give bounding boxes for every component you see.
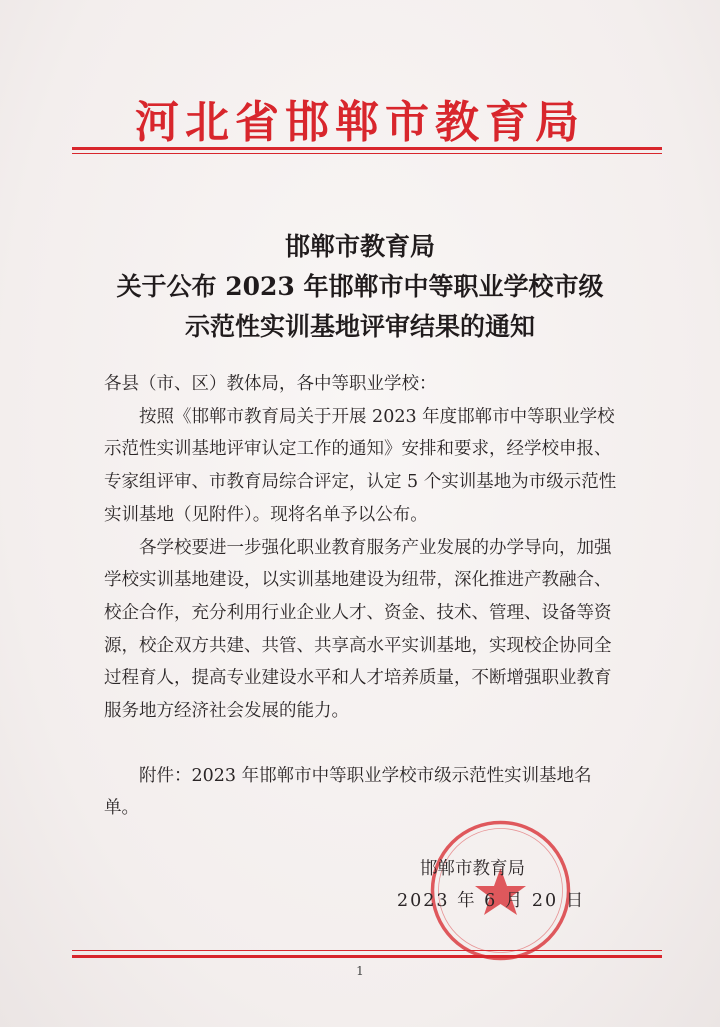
document-title-line-3: 示范性实训基地评审结果的通知 (184, 312, 535, 341)
document-body (104, 368, 622, 825)
document-title-line-2: 关于公布 2023 年邯郸市中等职业学校市级 (116, 272, 604, 301)
footer-red-rule-thin (72, 950, 662, 951)
document-page: 河北省邯郸市教育局 邯郸市教育局 关于公布 2023 年邯郸市中等职业学校市级 示范性实训基地评审结果的通知 各县（市、区）教体局，各中等职业学校： 按照《邯郸市教育局关于开展 2023 年度邯郸市中等职业学校示范性实训基地评审认定工作的通知》安排和要求，经学校申报、专家组评审、市教育局综合评定，认定 5 个实训基地为市级示范性实训基地（见附件）。现将名单予以公布。 各学校要进一步强化职业教育服务产业发展的办学导向，加强学校实训基地建设，以实训基地建设为纽带，深化推进产教融合、校企合作，充分利用行业企业人才、资金、技术、管理、设备等资源，校企双方共建、共管、共享高水平实训基地，实现校企协同全过程育人，提高专业建设水平和人才培养质量，不断增强职业教育服务地方经济社会发展的能力。 附件：2023 年邯郸市中等职业学校市级示范性实训基地名单。 邯郸市教育局 2023 年 6 月 20 日 1 (0, 0, 720, 1027)
letterhead-red-rule (72, 147, 662, 150)
body-paragraph-1: 按照《邯郸市教育局关于开展 2023 年度邯郸市中等职业学校示范性实训基地评审认定工作的通知》安排和要求，经学校申报、专家组评审、市教育局综合评定，认定 5 个实训基地为市级示范性实训基地（见附件）。现将名单予以公布。 (104, 406, 617, 525)
page-number: 1 (356, 964, 364, 978)
document-title (0, 227, 720, 347)
letterhead-title: 河北省邯郸市教育局 (135, 97, 585, 148)
body-paragraph-2: 各学校要进一步强化职业教育服务产业发展的办学导向，加强学校实训基地建设，以实训基地建设为纽带，深化推进产教融合、校企合作，充分利用行业企业人才、资金、技术、管理、设备等资源，校企双方共建、共管、共享高水平实训基地，实现校企协同全过程育人，提高专业建设水平和人才培养质量，不断增强职业教育服务地方经济社会发展的能力。 (104, 537, 612, 722)
footer-red-rule (72, 955, 662, 958)
document-title-line-1: 邯郸市教育局 (284, 232, 435, 261)
addressee: 各县（市、区）教体局，各中等职业学校： (104, 374, 437, 394)
letterhead-red-rule-thin (72, 153, 662, 154)
attachment-note: 附件：2023 年邯郸市中等职业学校市级示范性实训基地名单。 (104, 765, 592, 819)
